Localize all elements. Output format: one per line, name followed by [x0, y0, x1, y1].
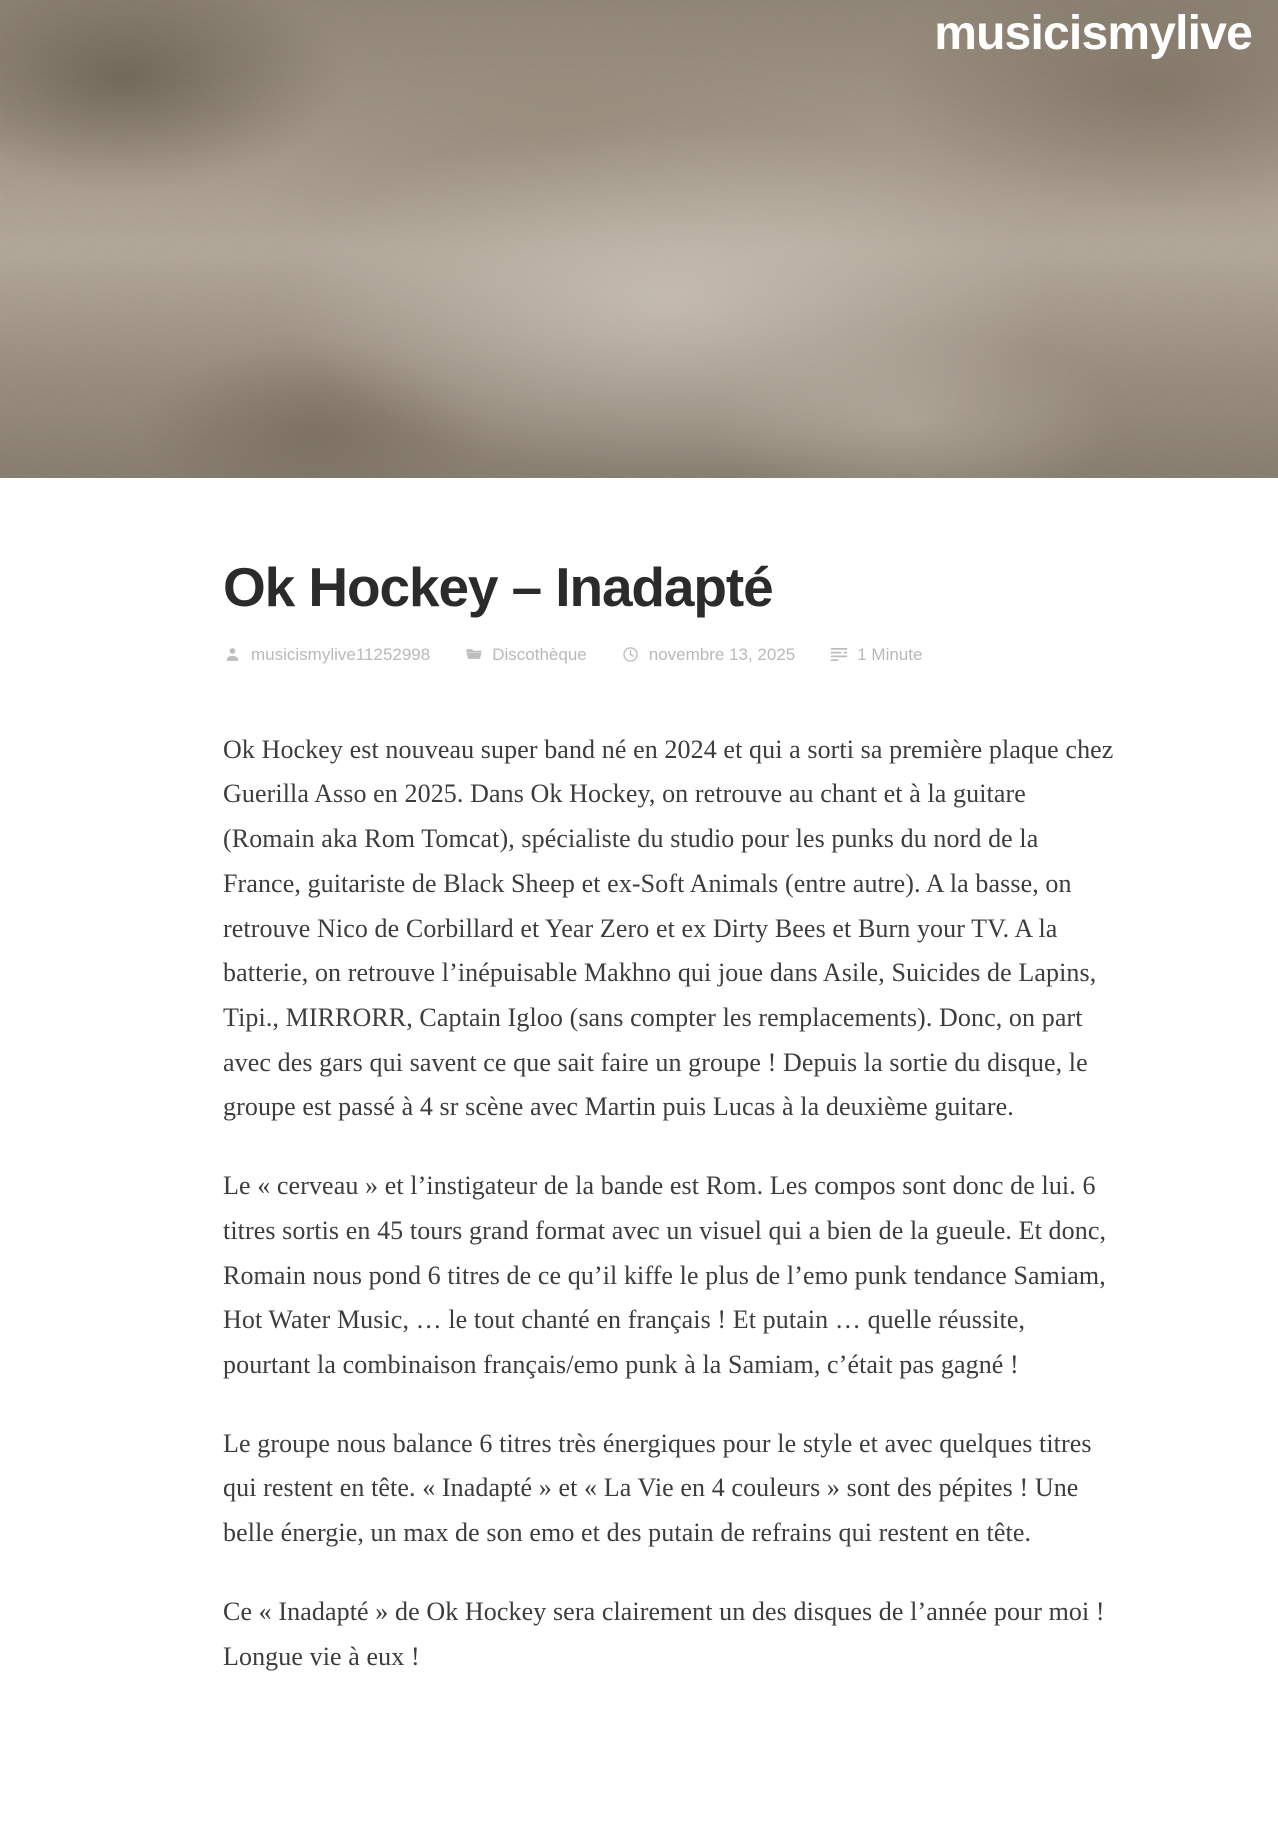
meta-category-label: Discothèque [492, 644, 587, 664]
meta-reading-time [829, 645, 922, 664]
meta-category[interactable] [464, 645, 587, 664]
site-header [0, 0, 1278, 478]
meta-author[interactable] [223, 645, 430, 664]
site-title-link[interactable]: musicismylive [934, 7, 1252, 60]
hero-grain-overlay [0, 0, 1278, 478]
meta-author-label: musicismylive11252998 [251, 644, 431, 664]
paragraph: Ce « Inadapté » de Ok Hockey sera clairement un des disques de l’année pour moi ! Longue vie à eux ! [223, 1596, 1105, 1671]
page-title: Ok Hockey – Inadapté [223, 556, 773, 618]
folder-icon [464, 645, 483, 664]
entry-content [223, 728, 1119, 1680]
article [159, 478, 1119, 1719]
meta-date[interactable] [621, 645, 796, 664]
paragraph: Le groupe nous balance 6 titres très énergiques pour le style et avec quelques titres qui restent en tête. « Inadapté » et « La Vie en 4 couleurs » sont des pépites ! Une belle énergie, un max de son emo et des putain de refrains qui restent en tête. [223, 1428, 1092, 1548]
paragraph: Le « cerveau » et l’instigateur de la bande est Rom. Les compos sont donc de lui. 6 titres sortis en 45 tours grand format avec un visuel qui a bien de la gueule. Et donc, Romain nous pond 6 titres de ce qu’il kiffe le plus de l’emo punk tendance Samiam, Hot Water Music, … le tout chanté en français ! Et putain … quelle réussite, pourtant la combinaison français/emo punk à la Samiam, c’était pas gagné ! [223, 1171, 1107, 1380]
meta-reading-time-label: 1 Minute [857, 644, 923, 664]
reading-time-icon [829, 645, 848, 664]
paragraph: Ok Hockey est nouveau super band né en 2024 et qui a sorti sa première plaque chez Guerilla Asso en 2025. Dans Ok Hockey, on retrouve au chant et à la guitare (Romain aka Rom Tomcat), spécialiste du studio pour les punks du nord de la France, guitariste de Black Sheep et ex-Soft Animals (entre autre). A la basse, on retrouve Nico de Corbillard et Year Zero et ex Dirty Bees et Burn your TV. A la batterie, on retrouve l’inépuisable Makhno qui joue dans Asile, Suicides de Lapins, Tipi., MIRRORR, Captain Igloo (sans compter les remplacements). Donc, on part avec des gars qui savent ce que sait faire un groupe ! Depuis la sortie du disque, le groupe est passé à 4 sr scène avec Martin puis Lucas à la deuxième guitare. [223, 734, 1114, 1122]
meta-date-label: novembre 13, 2025 [648, 644, 796, 664]
person-icon [223, 645, 242, 664]
clock-icon [621, 645, 640, 664]
entry-meta [223, 645, 1119, 664]
page-body [0, 478, 1278, 1719]
